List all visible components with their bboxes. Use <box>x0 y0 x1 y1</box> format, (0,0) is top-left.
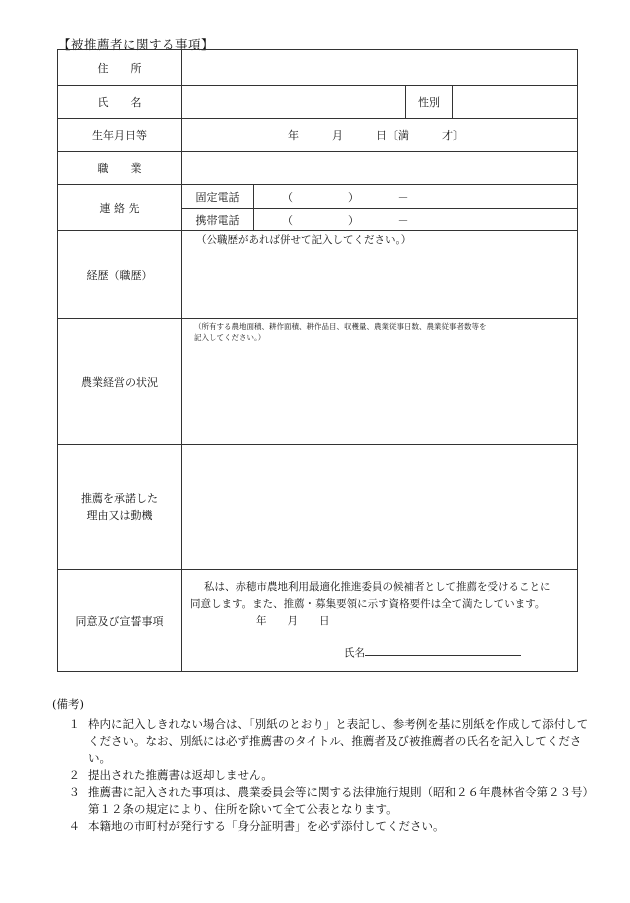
remark-text: 推薦書に記入された事項は、農業委員会等に関する法律施行規則（昭和２６年農林省令第２３号）第１２条の規定により、住所を除いて全て公表となります。 <box>88 785 589 816</box>
remark-number: ３ <box>68 785 80 799</box>
remark-text: 枠内に記入しきれない場合は、「別紙のとおり」と表記し、参考例を基に別紙を作成して添付してください。なお、別紙には必ず推薦書のタイトル、推薦者及び被推薦者の氏名を記入してください。 <box>88 717 589 765</box>
nominee-form-table <box>57 49 578 672</box>
address-label: 住 所 <box>58 50 182 86</box>
remark-number: １ <box>68 717 80 731</box>
row-career <box>58 231 578 319</box>
name-label: 氏 名 <box>58 86 182 119</box>
remark-text: 提出された推薦書は返却しません。 <box>88 768 273 782</box>
remark-text: 本籍地の市町村が発行する「身分証明書」を必ず添付してください。 <box>88 819 445 833</box>
name-field[interactable] <box>182 86 406 119</box>
row-consent <box>58 570 578 672</box>
consent-text-line-1: 私は、赤穂市農地利用最適化推進委員の候補者として推薦を受けることに <box>204 581 551 593</box>
remarks-heading: (備考) <box>52 697 84 711</box>
remarks-section <box>52 696 592 835</box>
consent-statement <box>182 579 577 662</box>
section-title: 【被推薦者に関する事項】 <box>58 37 215 52</box>
job-label: 職 業 <box>58 152 182 185</box>
remark-number: ４ <box>68 819 80 833</box>
career-field[interactable] <box>182 231 578 319</box>
contact-label: 連 絡 先 <box>58 185 182 231</box>
mobile-field[interactable]: （ ） － <box>254 209 578 231</box>
career-label: 経歴（職歴） <box>58 231 182 319</box>
remark-item <box>52 716 592 767</box>
reason-label-line-1: 推薦を承諾した <box>81 492 158 505</box>
row-reason <box>58 445 578 570</box>
reason-field[interactable] <box>182 445 578 570</box>
signature-line[interactable] <box>365 644 521 656</box>
row-farm <box>58 319 578 445</box>
reason-label-line-2: 理由又は動機 <box>86 509 153 522</box>
job-field[interactable] <box>182 152 578 185</box>
consent-date[interactable]: 年 月 日 <box>256 615 330 627</box>
consent-label: 同意及び宣誓事項 <box>58 570 182 672</box>
reason-label <box>58 445 182 570</box>
birth-label: 生年月日等 <box>58 119 182 152</box>
row-landline <box>58 185 578 209</box>
remark-number: ２ <box>68 768 80 782</box>
landline-label: 固定電話 <box>182 185 254 209</box>
remark-item <box>52 784 592 818</box>
consent-signature <box>190 644 569 662</box>
consent-field <box>182 570 578 672</box>
farm-note-line-1: （所有する農地面積、耕作面積、耕作品目、収穫量、農業従事日数、農業従事者数等を <box>194 322 487 331</box>
farm-field[interactable] <box>182 319 578 445</box>
career-note: （公職歴があれば併せて記入してください。） <box>196 234 412 246</box>
farm-note-line-2: 記入してください。） <box>194 333 266 342</box>
address-field[interactable] <box>182 50 578 86</box>
row-job <box>58 152 578 185</box>
landline-field[interactable]: （ ） － <box>254 185 578 209</box>
consent-text-line-2: 同意します。また、推薦・募集要領に示す資格要件は全て満たしています。 <box>190 598 546 610</box>
mobile-label: 携帯電話 <box>182 209 254 231</box>
remark-item <box>52 818 592 835</box>
gender-field[interactable] <box>453 86 578 119</box>
row-name <box>58 86 578 119</box>
gender-label: 性別 <box>406 86 453 119</box>
farm-label: 農業経営の状況 <box>58 319 182 445</box>
row-birth <box>58 119 578 152</box>
birth-field[interactable]: 年 月 日〔満 才〕 <box>182 119 578 152</box>
remark-item <box>52 767 592 784</box>
row-address <box>58 50 578 86</box>
signature-label: 氏名 <box>344 647 365 659</box>
